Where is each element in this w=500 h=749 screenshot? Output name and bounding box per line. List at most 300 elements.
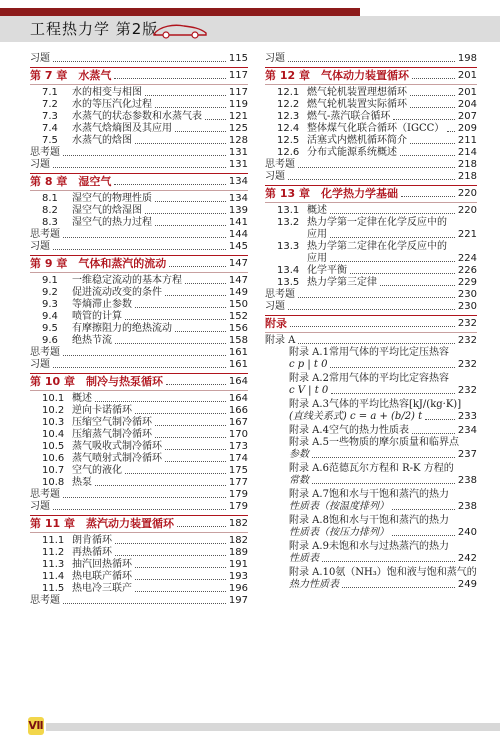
toc-entry[interactable] [30,229,248,241]
toc-section-entry[interactable] [265,241,477,253]
toc-appendix-continuation[interactable] [265,449,477,461]
toc-entry-title: 思考题 [30,229,60,240]
section-number: 10.8 [42,477,65,488]
toc-appendix-continuation[interactable] [265,553,477,565]
toc-entry[interactable] [265,289,477,301]
chapter-title: 第 12 章 气体动力装置循环 [265,69,409,82]
section-title: 热电冷三联产 [72,583,132,594]
toc-chapter-entry[interactable] [265,318,477,330]
leader-dots [350,273,455,274]
toc-section-continuation[interactable] [265,229,477,241]
toc-appendix-continuation[interactable] [265,385,477,397]
leader-dots [290,326,455,327]
appendix-code: 附录 A.1 [289,347,329,358]
section-number: 11.5 [42,583,65,594]
appendix-title: 范德瓦尔方程和 R-K 方程的 [328,463,454,474]
toc-entry[interactable] [30,241,248,253]
toc-entry[interactable] [30,595,248,607]
toc-chapter-entry[interactable] [30,176,248,188]
toc-section-entry[interactable] [30,393,248,405]
page-ref: 218 [457,159,477,170]
section-number: 9.4 [42,311,58,322]
appendix-code: 附录 A.7 [289,489,329,500]
appendix-title-continued: c p | t 0 [289,359,328,370]
toc-entry-title: 附录 A [265,335,296,346]
page-ref: 134 [228,176,248,187]
leader-dots [135,413,226,414]
section-title: 水的等压汽化过程 [72,99,152,110]
section-title: 湿空气的焓湿图 [72,205,142,216]
section-number: 7.3 [42,111,58,122]
toc-entry[interactable] [30,501,248,513]
toc-entry[interactable] [265,301,477,313]
toc-entry-title: 习题 [30,501,50,512]
leader-dots [342,587,455,588]
section-number: 11.2 [42,547,65,558]
section-title-continued: 应用 [307,253,327,264]
page-ref: 240 [457,527,477,538]
leader-dots [135,579,226,580]
page-number: Ⅶ [28,717,44,735]
page-ref: 170 [228,429,248,440]
toc-section-entry[interactable] [265,99,477,111]
page-ref: 224 [457,253,477,264]
leader-dots [175,131,226,132]
leader-dots [135,567,226,568]
toc-appendix-entry[interactable] [265,425,477,437]
toc-section-entry[interactable] [30,465,248,477]
toc-entry-title: 习题 [30,359,50,370]
section-number: 10.4 [42,429,65,440]
toc-section-entry[interactable] [265,205,477,217]
leader-dots [312,457,455,458]
toc-entry-title: 思考题 [30,147,60,158]
page-ref: 177 [228,477,248,488]
toc-section-entry[interactable] [30,405,248,417]
page-ref: 214 [457,147,477,158]
toc-section-entry[interactable] [30,453,248,465]
toc-section-entry[interactable] [265,217,477,229]
section-number: 12.2 [277,99,300,110]
toc-appendix-entry[interactable] [265,373,477,385]
toc-appendix-continuation[interactable] [265,579,477,591]
toc-entry[interactable] [30,489,248,501]
leader-dots [166,384,226,385]
chapter-title: 第 8 章 湿空气 [30,175,112,188]
page-ref: 234 [457,425,477,436]
section-title: 水的相变与相图 [72,87,142,98]
page-ref: 211 [457,135,477,146]
toc-section-entry[interactable] [30,417,248,429]
page-ref: 232 [457,385,477,396]
toc-entry[interactable] [265,171,477,183]
toc-appendix-continuation[interactable] [265,359,477,371]
section-title: 化学平衡 [307,265,347,276]
toc-section-entry[interactable] [30,311,248,323]
leader-dots [392,509,455,510]
page-ref: 147 [228,258,248,269]
toc-entry-title: 习题 [30,53,50,64]
page-ref: 197 [228,595,248,606]
toc-section-entry[interactable] [30,583,248,595]
page-ref: 167 [228,417,248,428]
page-ref: 166 [228,405,248,416]
section-title: 等熵滞止参数 [72,299,132,310]
leader-dots [115,555,226,556]
leader-dots [288,61,455,62]
page-ref: 156 [228,323,248,334]
page-ref: 164 [228,376,248,387]
toc-entry-title: 习题 [265,171,285,182]
page-ref: 189 [228,547,248,558]
leader-dots [410,107,455,108]
page-ref: 179 [228,489,248,500]
toc-appendix-entry[interactable] [265,399,477,411]
toc-entry[interactable] [30,347,248,359]
toc-chapter-entry[interactable] [30,518,248,530]
toc-section-entry[interactable] [30,193,248,205]
leader-dots [298,297,455,298]
appendix-title-continued: 性质表（按压力排列） [289,527,389,538]
leader-dots [322,561,455,562]
toc-section-entry[interactable] [30,547,248,559]
page-ref: 201 [457,70,477,81]
page-ref: 209 [457,123,477,134]
chapter-title: 第 7 章 水蒸气 [30,69,112,82]
toc-chapter-entry[interactable] [265,188,477,200]
page-ref: 117 [228,70,248,81]
appendix-title-continued: 参数 [289,449,309,460]
leader-dots [288,309,455,310]
appendix-code: 附录 A.4 [289,425,329,436]
leader-dots [401,196,455,197]
page-ref: 131 [228,147,248,158]
toc-appendix-continuation[interactable] [265,527,477,539]
page-ref: 191 [228,559,248,570]
leader-dots [169,266,226,267]
toc-chapter-entry[interactable] [30,376,248,388]
page-ref: 179 [228,501,248,512]
section-title-continued: 应用 [307,229,327,240]
appendix-title: 气体的平均比热容[kJ/(kg·K)] [328,399,462,410]
appendix-title: 饱和水与干饱和蒸汽的热力 [328,489,449,500]
leader-dots [330,213,455,214]
section-title: 燃气轮机装置理想循环 [307,87,407,98]
chapter-rule-top [265,67,477,68]
page-ref: 221 [457,229,477,240]
page-ref: 207 [457,111,477,122]
leader-dots [63,497,226,498]
leader-dots [410,95,455,96]
toc-section-entry[interactable] [30,441,248,453]
section-title: 有摩擦阻力的绝热流动 [72,323,172,334]
toc-entry[interactable] [30,147,248,159]
page-ref: 134 [228,193,248,204]
leader-dots [185,283,226,284]
leader-dots [155,201,226,202]
leader-dots [205,119,226,120]
section-number: 10.7 [42,465,65,476]
chapter-rule-bottom [30,190,248,191]
toc-section-entry[interactable] [30,323,248,335]
section-number: 8.1 [42,193,58,204]
leader-dots [155,107,226,108]
toc-appendix-entry[interactable] [265,541,477,553]
toc-section-entry[interactable] [30,299,248,311]
section-number: 13.5 [277,277,300,288]
leader-dots [63,237,226,238]
toc-chapter-entry[interactable] [30,258,248,270]
leader-dots [393,119,455,120]
page-ref: 158 [228,335,248,346]
section-title: 热力学第三定律 [307,277,377,288]
section-title: 分布式能源系统概述 [307,147,397,158]
page-ref: 173 [228,441,248,452]
section-title: 朗肯循环 [72,535,112,546]
section-title: 绝热节流 [72,335,112,346]
section-number: 7.2 [42,99,58,110]
section-title: 活塞式内燃机循环简介 [307,135,407,146]
toc-section-entry[interactable] [30,287,248,299]
page-ref: 144 [228,229,248,240]
section-number: 12.3 [277,111,300,122]
toc-appendix-continuation[interactable] [265,475,477,487]
toc-appendix-entry[interactable] [265,463,477,475]
leader-dots [63,355,226,356]
toc-section-entry[interactable] [30,87,248,99]
leader-dots [298,167,455,168]
page-ref: 125 [228,123,248,134]
section-title: 热泵 [72,477,92,488]
section-number: 9.1 [42,275,58,286]
appendix-code: 附录 A.6 [289,463,329,474]
toc-appendix-continuation[interactable] [265,501,477,513]
toc-entry-title: 思考题 [265,159,295,170]
leader-dots [114,78,226,79]
chapter-rule-top [30,255,248,256]
toc-entry[interactable] [265,159,477,171]
toc-section-entry[interactable] [265,87,477,99]
toc-section-entry[interactable] [30,135,248,147]
section-number: 11.4 [42,571,65,582]
section-number: 11.1 [42,535,65,546]
leader-dots [155,225,226,226]
leader-dots [63,603,226,604]
leader-dots [135,591,226,592]
appendix-title: 饱和水与干饱和蒸汽的热力 [328,515,449,526]
toc-section-entry[interactable] [30,477,248,489]
page-ref: 204 [457,99,477,110]
section-title: 蒸气吸收式制冷循环 [72,441,162,452]
section-title: 压缩空气制冷循环 [72,417,152,428]
leader-dots [115,543,226,544]
toc-section-entry[interactable] [265,147,477,159]
page-ref: 164 [228,393,248,404]
toc-section-entry[interactable] [265,277,477,289]
toc-entry-title: 习题 [265,301,285,312]
toc-section-entry[interactable] [30,535,248,547]
page-ref: 238 [457,475,477,486]
toc-section-entry[interactable] [30,123,248,135]
toc-entry[interactable] [30,359,248,371]
toc-section-entry[interactable] [30,111,248,123]
appendix-title-continued: 性质表（按温度排列） [289,501,389,512]
toc-section-entry[interactable] [30,217,248,229]
toc-section-entry[interactable] [30,275,248,287]
leader-dots [447,131,455,132]
toc-entry-title: 思考题 [30,347,60,358]
appendix-title: 常用气体的平均比定压热容 [328,347,449,358]
section-number: 10.1 [42,393,65,404]
footer-bar [46,723,500,731]
chapter-rule-bottom [265,84,477,85]
header-accent-bar [0,8,360,16]
toc-entry-title: 习题 [265,53,285,64]
toc-section-entry[interactable] [30,99,248,111]
page-ref: 147 [228,275,248,286]
section-number: 10.3 [42,417,65,428]
toc-appendix-entry[interactable] [265,489,477,501]
leader-dots [145,213,226,214]
leader-dots [63,155,226,156]
leader-dots [155,437,226,438]
toc-left-column [30,53,248,607]
page-ref: 201 [457,87,477,98]
section-title: 水蒸气的焓图 [72,135,132,146]
section-title: 蒸气喷射式制冷循环 [72,453,162,464]
page-ref: 117 [228,87,248,98]
leader-dots [125,473,226,474]
section-number: 8.2 [42,205,58,216]
appendix-title-continued: (直线关系式) c = a + (b/2) t [289,411,423,422]
toc-appendix-entry[interactable] [265,567,477,579]
page-ref: 175 [228,465,248,476]
leader-dots [330,367,454,368]
page-ref: 115 [228,53,248,64]
leader-dots [135,307,226,308]
page-ref: 249 [457,579,477,590]
appendix-title-continued: 常数 [289,475,309,486]
toc-entry[interactable] [265,335,477,347]
section-number: 13.2 [277,217,300,228]
toc-appendix-entry[interactable] [265,347,477,359]
section-number: 7.4 [42,123,58,134]
section-number: 12.6 [277,147,300,158]
toc-right-column [265,53,477,593]
page-ref: 161 [228,347,248,358]
chapter-rule-top [265,185,477,186]
appendix-title: 氨（NH₃）饱和液与饱和蒸气的 [335,567,477,578]
page-ref: 230 [457,301,477,312]
chapter-rule-bottom [30,532,248,533]
section-title: 水蒸气焓熵图及其应用 [72,123,172,134]
page-ref: 232 [457,318,477,329]
leader-dots [53,249,226,250]
toc-section-entry[interactable] [30,429,248,441]
toc-section-entry[interactable] [30,571,248,583]
toc-appendix-entry[interactable] [265,437,477,449]
toc-chapter-entry[interactable] [265,70,477,82]
leader-dots [330,237,455,238]
car-logo-icon [150,18,210,40]
appendix-title: 空气的热力性质表 [328,425,409,436]
section-title: 概述 [307,205,327,216]
chapter-rule-top [30,515,248,516]
page-ref: 226 [457,265,477,276]
leader-dots [312,483,455,484]
section-number: 8.3 [42,217,58,228]
section-number: 9.3 [42,299,58,310]
page-ref: 237 [457,449,477,460]
section-number: 9.2 [42,287,58,298]
chapter-rule-top [265,315,477,316]
toc-appendix-continuation[interactable] [265,411,477,423]
appendix-title-continued: 性质表 [289,553,319,564]
section-number: 12.4 [277,123,300,134]
section-number: 13.4 [277,265,300,276]
appendix-code: 附录 A.2 [289,373,329,384]
section-title: 概述 [72,393,92,404]
page-ref: 218 [457,171,477,182]
section-number: 9.6 [42,335,58,346]
section-title: 热力学第二定律在化学反应中的 [307,241,447,252]
leader-dots [53,61,226,62]
toc-section-continuation[interactable] [265,253,477,265]
page-ref: 233 [457,411,477,422]
toc-entry[interactable] [30,159,248,171]
section-title: 湿空气的物理性质 [72,193,152,204]
appendix-code: 附录 A.5 [289,437,329,448]
toc-section-entry[interactable] [265,111,477,123]
page-ref: 229 [457,277,477,288]
page-ref: 121 [228,111,248,122]
page-ref: 198 [457,53,477,64]
toc-section-entry[interactable] [30,335,248,347]
page-ref: 128 [228,135,248,146]
section-title: 整体煤气化联合循环（IGCC） [307,123,445,134]
page-ref: 182 [228,518,248,529]
section-number: 13.1 [277,205,300,216]
section-number: 13.3 [277,241,300,252]
book-title: 工程热力学 第2版 [30,20,159,38]
leader-dots [380,285,455,286]
toc-section-entry[interactable] [265,265,477,277]
page-ref: 149 [228,287,248,298]
section-title: 逆向卡诺循环 [72,405,132,416]
leader-dots [115,343,226,344]
section-title: 水蒸气的状态参数和水蒸气表 [72,111,202,122]
toc-section-entry[interactable] [30,205,248,217]
toc-entry[interactable] [30,53,248,65]
toc-entry-title: 思考题 [30,595,60,606]
section-number: 9.5 [42,323,58,334]
appendix-title-continued: c V | t 0 [289,385,329,396]
toc-appendix-entry[interactable] [265,515,477,527]
toc-section-entry[interactable] [30,559,248,571]
section-title: 压缩蒸气制冷循环 [72,429,152,440]
toc-chapter-entry[interactable] [30,70,248,82]
leader-dots [95,485,226,486]
section-number: 12.1 [277,87,300,98]
page-ref: 196 [228,583,248,594]
toc-entry[interactable] [265,53,477,65]
leader-dots [165,295,226,296]
toc-section-entry[interactable] [265,123,477,135]
page-ref: 145 [228,241,248,252]
leader-dots [125,319,226,320]
toc-section-entry[interactable] [265,135,477,147]
leader-dots [145,95,226,96]
